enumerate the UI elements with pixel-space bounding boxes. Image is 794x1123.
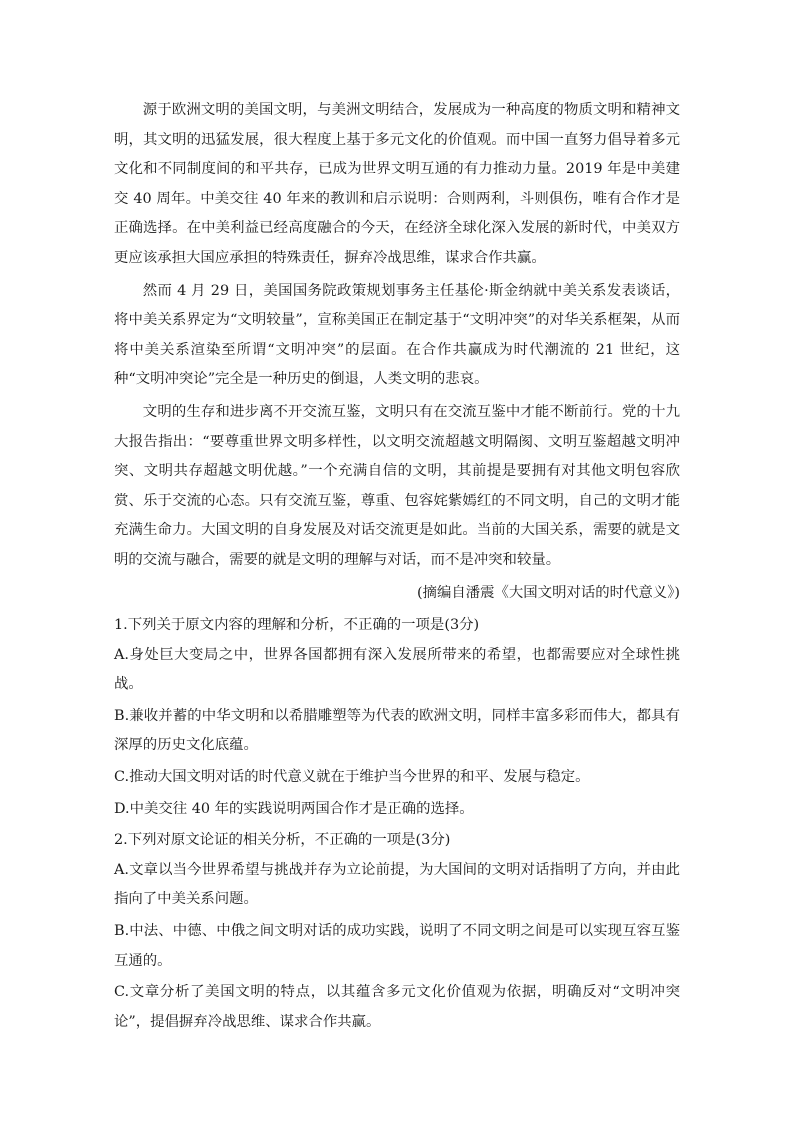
document-page xyxy=(114,96,680,1039)
question-stem: 1.下列关于原文内容的理解和分析，不正确的一项是(3分) xyxy=(114,617,480,634)
article-paragraph-1: 源于欧洲文明的美国文明，与美洲文明结合，发展成为一种高度的物质文明和精神文明，其文明的迅猛发展，很大程度上基于多元文化的价值观。而中国一直努力倡导着多元文化和不同制度间的和平共存，已成为世界文明互通的有力推动力量。2019 年是中美建交 40 周年。中美交往 40 年来的教训和启示说明：合则两利，斗则俱伤，唯有合作才是正确选择。在中美利益已经高度融合的今天，在经济全球化深入发展的新时代，中美双方更应该承担大国应承担的特殊责任，摒弃冷战思维，谋求合作共赢。 xyxy=(114,102,680,266)
article-paragraph-3: 文明的生存和进步离不开交流互鉴，文明只有在交流互鉴中才能不断前行。党的十九大报告指出：“要尊重世界文明多样性，以文明交流超越文明隔阂、文明互鉴超越文明冲突、文明共存超越文明优越。”一个充满自信的文明，其前提是要拥有对其他文明包容欣赏、乐于交流的心态。只有交流互鉴，尊重、包容姹紫嫣红的不同文明，自己的文明才能充满生命力。大国文明的自身发展及对话交流更是如此。当前的大国关系，需要的就是文明的交流与融合，需要的就是文明的理解与对话，而不是冲突和较量。 xyxy=(114,403,680,568)
option-c: C.推动大国文明对话的时代意义就在于维护当今世界的和平、发展与稳定。 xyxy=(114,769,590,786)
article-source: (摘编自潘震《大国文明对话的时代意义》) xyxy=(416,584,680,601)
option-c: C.文章分析了美国文明的特点，以其蕴含多元文化价值观为依据，明确反对“文明冲突论”，提倡摒弃冷战思维、谋求合作共赢。 xyxy=(114,984,680,1030)
option-b: B.兼收并蓄的中华文明和以希腊雕塑等为代表的欧洲文明，同样丰富多彩而伟大，都具有深厚的历史文化底蕴。 xyxy=(114,707,680,754)
question-2 xyxy=(114,826,680,1037)
question-1 xyxy=(114,611,680,824)
option-d: D.中美交往 40 年的实践说明两国合作才是正确的选择。 xyxy=(114,800,474,817)
option-b: B.中法、中德、中俄之间文明对话的成功实践，说明了不同文明之间是可以实现互容互鉴互通的。 xyxy=(114,923,680,969)
question-stem: 2.下列对原文论证的相关分析，不正确的一项是(3分) xyxy=(114,832,451,849)
option-a: A.文章以当今世界希望与挑战并存为立论前提，为大国间的文明对话指明了方向，并由此指向了中美关系问题。 xyxy=(114,861,680,908)
article-paragraph-2: 然而 4 月 29 日，美国国务院政策规划事务主任基伦·斯金纳就中美关系发表谈话，将中美关系界定为“文明较量”，宣称美国正在制定基于“文明冲突”的对华关系框架，从而将中美关系渲染至所谓“文明冲突”的层面。在合作共赢成为时代潮流的 21 世纪，这种“文明冲突论”完全是一种历史的倒退，人类文明的悲哀。 xyxy=(114,282,680,388)
option-a: A.身处巨大变局之中，世界各国都拥有深入发展所带来的希望，也都需要应对全球性挑战。 xyxy=(114,646,680,693)
